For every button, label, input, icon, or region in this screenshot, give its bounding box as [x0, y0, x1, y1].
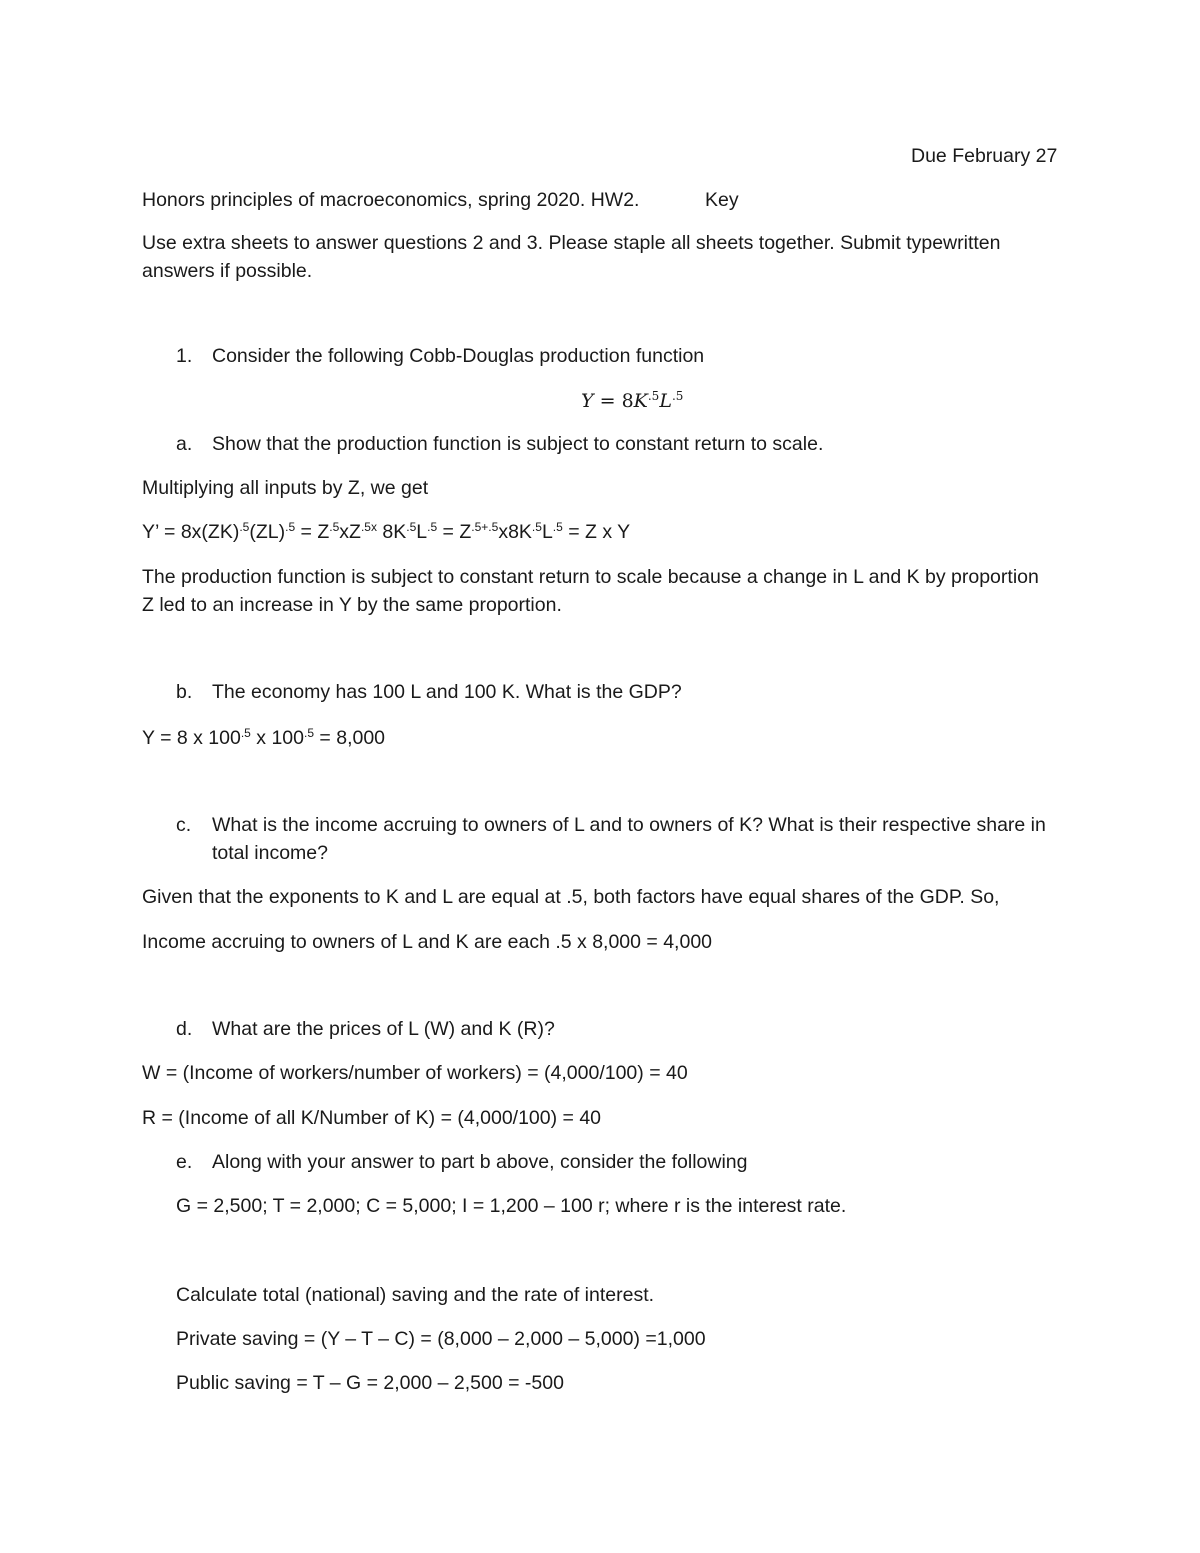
part-c-question-line-2: total income? [212, 842, 328, 864]
eq-segment: = Z x Y [562, 521, 631, 543]
eq-segment: L [416, 521, 428, 543]
part-d-question: What are the prices of L (W) and K (R)? [212, 1018, 555, 1040]
key-label: Key [705, 189, 739, 211]
eq-exponent: .5 [240, 726, 251, 740]
part-e-givens: G = 2,500; T = 2,000; C = 5,000; I = 1,200 – 100 r; where r is the interest rate. [176, 1195, 847, 1217]
eq-segment: (ZL) [249, 521, 286, 543]
part-d-answer-w: W = (Income of workers/number of workers) = (4,000/100) = 40 [142, 1062, 688, 1084]
formula-l-exponent: .5 [671, 389, 684, 403]
part-a-conclusion-line-2: Z led to an increase in Y by the same proportion. [142, 594, 562, 616]
formula-l: L [659, 390, 672, 412]
part-e-task: Calculate total (national) saving and the rate of interest. [176, 1284, 655, 1306]
formula-equals: = [599, 390, 616, 412]
part-e-private-saving: Private saving = (Y – T – C) = (8,000 – 2,000 – 5,000) =1,000 [176, 1328, 706, 1350]
part-a-question: Show that the production function is subject to constant return to scale. [212, 433, 824, 455]
part-d-label: d. [176, 1018, 193, 1040]
eq-exponent: .5 [406, 520, 417, 534]
part-d-answer-r: R = (Income of all K/Number of K) = (4,000/100) = 40 [142, 1107, 602, 1129]
part-a-conclusion-line-1: The production function is subject to constant return to scale because a change in L and K by proportion [142, 566, 1039, 588]
formula-y: Y [581, 390, 594, 412]
production-function-formula [581, 387, 683, 415]
eq-exponent: .5x [360, 520, 377, 534]
part-b-answer [142, 724, 385, 752]
eq-segment: = Z [437, 521, 472, 543]
eq-segment: xZ [339, 521, 361, 543]
eq-segment: = Z [295, 521, 330, 543]
eq-exponent: .5 [239, 520, 250, 534]
part-e-question: Along with your answer to part b above, consider the following [212, 1151, 748, 1173]
eq-segment: Y = 8 x 100 [142, 727, 241, 749]
eq-exponent: .5 [303, 726, 314, 740]
question-1-number: 1. [176, 345, 193, 367]
eq-segment: = 8,000 [314, 727, 386, 749]
eq-exponent: .5 [427, 520, 438, 534]
eq-segment: x8K [498, 521, 532, 543]
due-date: Due February 27 [911, 145, 1058, 167]
part-a-equation [142, 518, 630, 546]
part-c-label: c. [176, 814, 192, 836]
part-e-public-saving: Public saving = T – G = 2,000 – 2,500 = -500 [176, 1372, 564, 1394]
part-a-label: a. [176, 433, 193, 455]
eq-segment: 8K [376, 521, 407, 543]
formula-k: K [633, 390, 648, 412]
eq-exponent: .5 [552, 520, 563, 534]
part-c-question-line-1: What is the income accruing to owners of L and to owners of K? What is their respective share in [212, 814, 1046, 836]
formula-coefficient: 8 [621, 390, 634, 412]
eq-exponent: .5 [329, 520, 340, 534]
eq-segment: L [541, 521, 553, 543]
instructions-line-1: Use extra sheets to answer questions 2 and 3. Please staple all sheets together. Submit typewritten [142, 232, 1001, 254]
eq-exponent: .5+.5 [471, 520, 499, 534]
part-b-question: The economy has 100 L and 100 K. What is the GDP? [212, 681, 682, 703]
formula-k-exponent: .5 [647, 389, 660, 403]
question-1-prompt: Consider the following Cobb-Douglas production function [212, 345, 705, 367]
part-a-answer-intro: Multiplying all inputs by Z, we get [142, 477, 429, 499]
instructions-line-2: answers if possible. [142, 260, 313, 282]
eq-exponent: .5 [285, 520, 296, 534]
part-e-label: e. [176, 1151, 193, 1173]
eq-segment: Y’ = 8x(ZK) [142, 521, 240, 543]
part-b-label: b. [176, 681, 193, 703]
part-c-answer-line-2: Income accruing to owners of L and K are each .5 x 8,000 = 4,000 [142, 931, 713, 953]
document-title: Honors principles of macroeconomics, spring 2020. HW2. [142, 189, 640, 211]
eq-exponent: .5 [531, 520, 542, 534]
eq-segment: x 100 [250, 727, 304, 749]
part-c-answer-line-1: Given that the exponents to K and L are equal at .5, both factors have equal shares of the GDP. So, [142, 886, 1000, 908]
